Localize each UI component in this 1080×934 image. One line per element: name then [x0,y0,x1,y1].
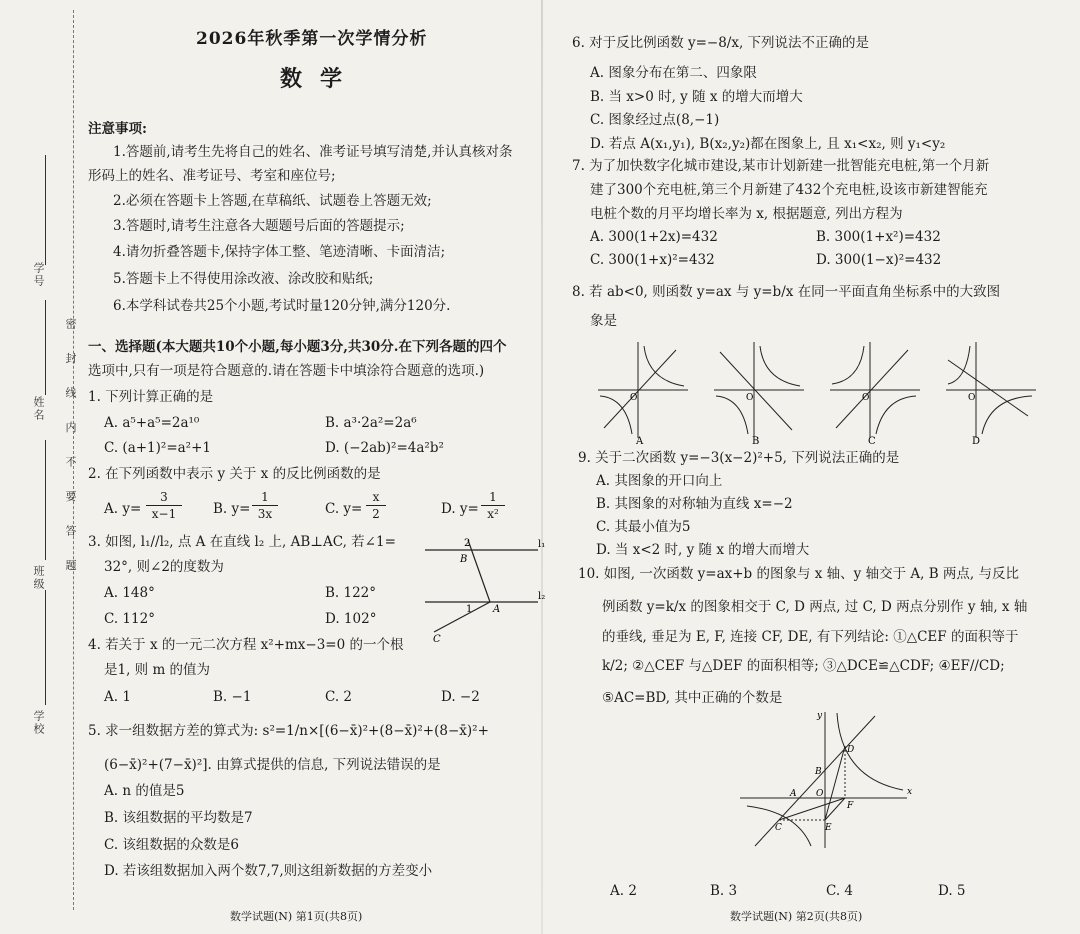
q3-stem: 3. 如图, l₁//l₂, 点 A 在直线 l₂ 上, AB⊥AC, 若∠1= [88,534,396,550]
q7-option-b: B. 300(1+x²)=432 [816,229,941,245]
subject-title: 数学 [280,66,361,92]
q1-option-b: B. a³·2a²=2a⁶ [325,415,417,431]
q5-option-d: D. 若该组数据加入两个数7,7,则这组新数据的方差变小 [104,863,433,879]
q8-label-d: D [972,436,981,445]
q10-option-a: A. 2 [610,883,637,899]
q7-stem-cont-2: 电桩个数的月平均增长率为 x, 根据题意, 列出方程为 [590,206,903,222]
q10-label-b: B [815,767,822,777]
q2-stem: 2. 在下列函数中表示 y 关于 x 的反比例函数的是 [88,466,381,482]
q3-option-b: B. 122° [325,585,377,601]
q4-option-b: B. −1 [213,689,252,705]
svg-text:O: O [968,393,976,403]
q8-graph-d [944,340,1039,445]
q5-option-b: B. 该组数据的平均数是7 [104,810,253,826]
class-label: 班级 [32,565,45,591]
q1-option-c: C. (a+1)²=a²+1 [104,440,211,456]
q3-figure [420,532,545,644]
q7-stem: 7. 为了加快数字化城市建设,某市计划新建一批智能充电桩,第一个月新 [572,158,990,174]
q4-option-c: C. 2 [325,689,353,705]
q5-stem: 5. 求一组数据方差的算式为: s²=1/n×[(6−x̄)²+(8−x̄)²+(8−x̄)²+ [88,723,489,739]
q3-label-b: B [460,554,468,565]
q8-graph-a [596,340,691,445]
q10-label-a: A [790,789,797,799]
note-6: 6.本学科试卷共25个小题,考试时量120分钟,满分120分. [113,298,451,314]
q10-label-c: C [775,823,782,833]
exam-title: 2026年秋季第一次学情分析 [196,29,428,49]
q10-stem-cont-3: k/2; ②△CEF 与△DEF 的面积相等; ③△DCE≌△CDF; ④EF//CD; [602,658,1005,674]
q9-option-a: A. 其图象的开口向上 [596,473,723,489]
note-1: 1.答题前,请考生先将自己的姓名、准考证号填写清楚,并认真核对条 [113,144,513,160]
q10-stem-cont-2: 的垂线, 垂足为 E, F, 连接 CF, DE, 有下列结论: ①△CEF 的面积等于 [602,629,1019,645]
q4-option-a: A. 1 [104,689,131,705]
name-line [45,300,46,395]
q8-graph-c [828,340,923,445]
q10-label-d: D [847,745,855,755]
q1-stem: 1. 下列计算正确的是 [88,389,214,405]
q3-option-d: D. 102° [325,611,377,627]
q10-option-b: B. 3 [710,883,738,899]
q8-stem: 8. 若 ab<0, 则函数 y=ax 与 y=b/x 在同一平面直角坐标系中的大致图 [572,284,1001,300]
q10-stem-cont-4: ⑤AC=BD, 其中正确的个数是 [602,690,783,706]
q10-label-e: E [825,823,832,833]
q10-figure [735,708,915,853]
student-id-label: 学号 [32,262,45,288]
svg-text:O: O [746,393,754,403]
note-4: 4.请勿折叠答题卡,保持字体工整、笔迹清晰、卡面清洁; [113,244,446,260]
q6-option-d: D. 若点 A(x₁,y₁), B(x₂,y₂)都在图象上, 且 x₁<x₂, 则 y₁<y₂ [590,136,946,152]
q8-label-b: B [752,436,760,445]
school-line [45,590,46,705]
q4-option-d: D. −2 [441,689,480,705]
q3-label-l1: l₁ [538,539,545,550]
q10-stem-cont-1: 例函数 y=k/x 的图象相交于 C, D 两点, 过 C, D 两点分别作 y 轴, x 轴 [602,599,1028,615]
q5-stem-cont: (6−x̄)²+(7−x̄)²]. 由算式提供的信息, 下列说法错误的是 [104,757,441,773]
q8-graph-b [712,340,807,445]
q10-label-o: O [816,789,824,799]
q3-label-l2: l₂ [538,591,545,602]
q5-option-a: A. n 的值是5 [104,783,185,799]
q7-stem-cont-1: 建了300个充电桩,第三个月新建了432个充电桩,设该市新建智能充 [590,182,988,198]
note-2: 2.必须在答题卡上答题,在草稿纸、试题卷上答题无效; [113,193,432,209]
q9-option-c: C. 其最小值为5 [596,519,691,535]
q6-option-c: C. 图象经过点(8,−1) [590,112,720,128]
q7-option-c: C. 300(1+x)²=432 [590,252,715,268]
q10-option-c: C. 4 [826,883,854,899]
q1-option-d: D. (−2ab)²=4a²b² [325,440,444,456]
footer-right: 数学试题(N) 第2页(共8页) [730,910,863,923]
seal-text: 密 封 线 内 不 要 答 题 [64,318,77,581]
q8-label-c: C [868,436,876,445]
q6-stem: 6. 对于反比例函数 y=−8/x, 下列说法不正确的是 [572,35,870,51]
svg-text:O: O [630,393,638,403]
student-id-line [45,155,46,265]
q10-label-y: y [817,711,823,721]
section-instructions: 选项中,只有一项是符合题意的.请在答题卡中填涂符合题意的选项.) [88,363,485,379]
q10-label-f: F [847,801,854,811]
q6-option-a: A. 图象分布在第二、四象限 [590,65,757,81]
q3-label-a: A [493,604,501,615]
q9-stem: 9. 关于二次函数 y=−3(x−2)²+5, 下列说法正确的是 [578,450,900,466]
class-line [45,440,46,560]
q3-stem-cont: 32°, 则∠2的度数为 [104,559,224,575]
q3-option-a: A. 148° [104,585,155,601]
notes-heading: 注意事项: [88,121,147,137]
section-heading: 一、选择题(本大题共10个小题,每小题3分,共30分.在下列各题的四个 [88,339,507,355]
q4-stem-cont: 是1, 则 m 的值为 [104,662,211,678]
svg-text:O: O [862,393,870,403]
note-1-cont: 形码上的姓名、准考证号、考室和座位号; [88,168,336,184]
q5-option-c: C. 该组数据的众数是6 [104,837,240,853]
q10-label-x: x [907,787,913,797]
q1-option-a: A. a⁵+a⁵=2a¹⁰ [104,415,200,431]
q9-option-b: B. 其图象的对称轴为直线 x=−2 [596,496,793,512]
q10-option-d: D. 5 [938,883,966,899]
q7-option-a: A. 300(1+2x)=432 [590,229,718,245]
q7-option-d: D. 300(1−x)²=432 [816,252,942,268]
note-5: 5.答题卡上不得使用涂改液、涂改胶和贴纸; [113,271,374,287]
note-3: 3.答题时,请考生注意各大题题号后面的答题提示; [113,218,405,234]
q4-stem: 4. 若关于 x 的一元二次方程 x²+mx−3=0 的一个根 [88,637,404,653]
page-fold [541,0,543,934]
q8-label-a: A [636,436,644,445]
name-label: 姓名 [32,396,45,422]
q3-option-c: C. 112° [104,611,155,627]
q3-label-c: C [433,634,441,644]
q3-label-1: 1 [466,604,473,615]
school-label: 学校 [32,710,45,736]
q3-label-2: 2 [464,538,471,549]
q10-stem: 10. 如图, 一次函数 y=ax+b 的图象与 x 轴、y 轴交于 A, B 两点, 与反比 [578,566,1020,582]
q9-option-d: D. 当 x<2 时, y 随 x 的增大而增大 [596,542,810,558]
q8-stem-cont: 象是 [590,313,617,329]
q6-option-b: B. 当 x>0 时, y 随 x 的增大而增大 [590,89,803,105]
footer-left: 数学试题(N) 第1页(共8页) [230,910,363,923]
